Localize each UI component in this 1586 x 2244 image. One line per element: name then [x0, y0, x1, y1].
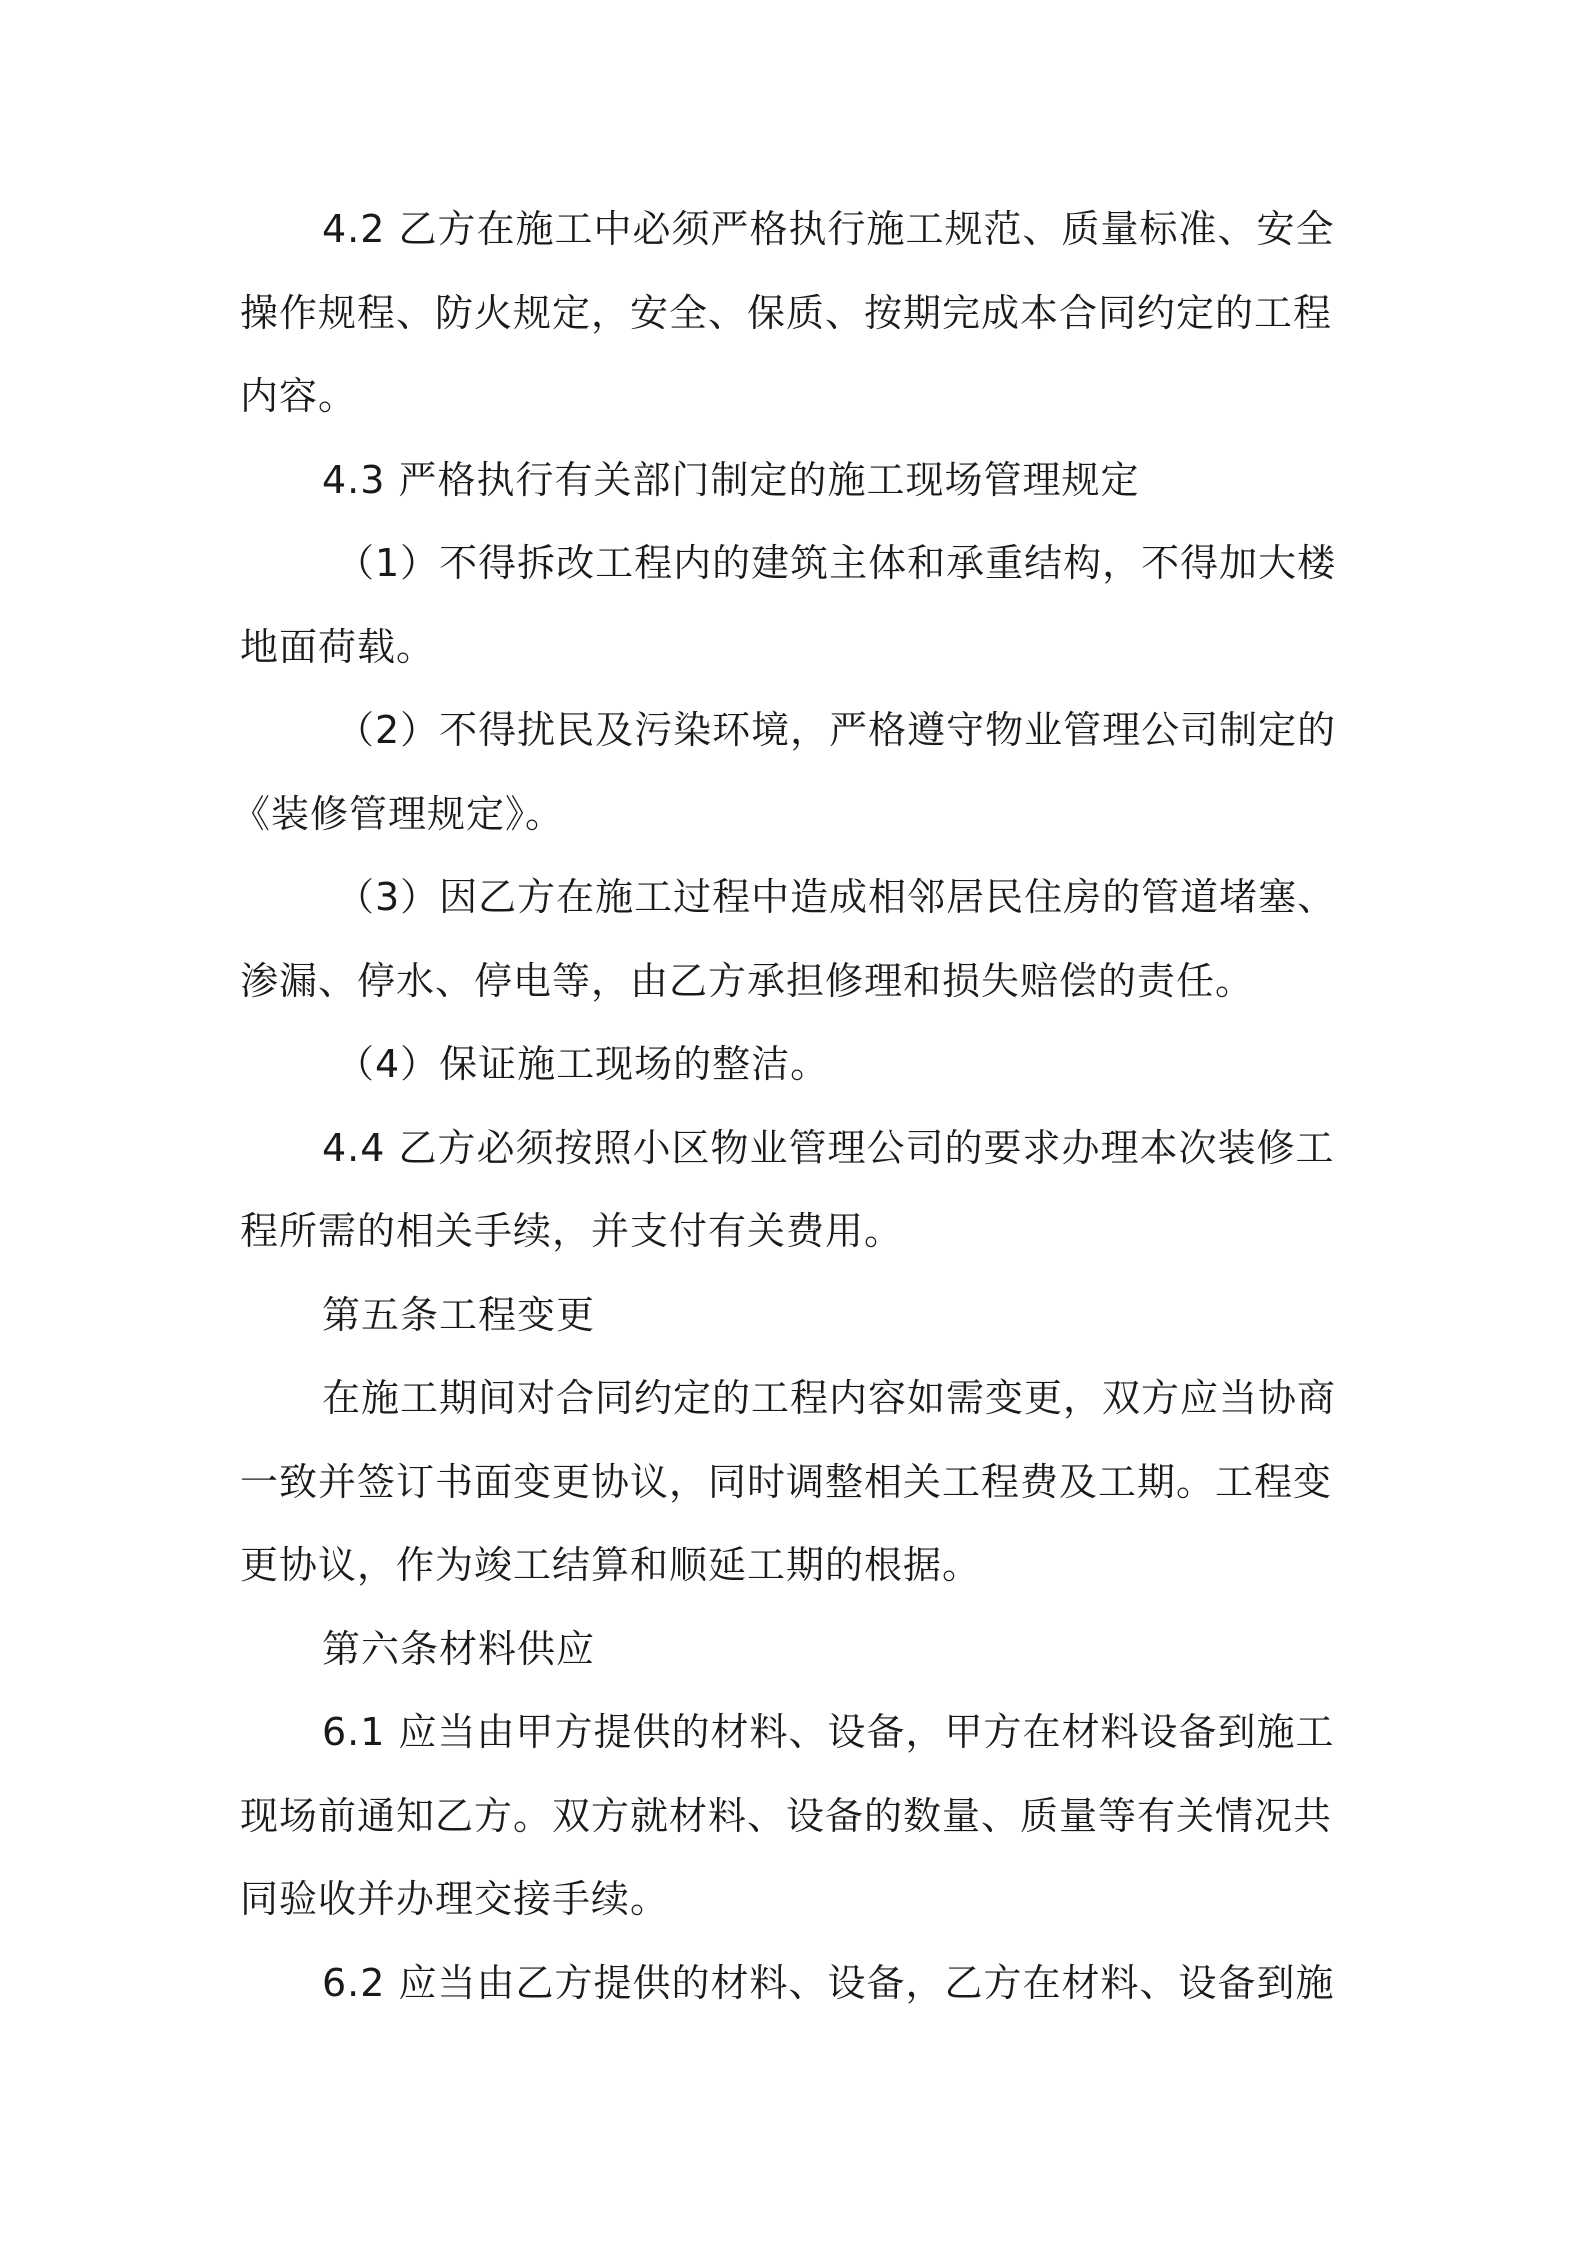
text-line: （1）不得拆改工程内的建筑主体和承重结构，不得加大楼 — [336, 541, 1337, 585]
text-line: 6.2 应当由乙方提供的材料、设备，乙方在材料、设备到施 — [322, 1961, 1335, 2005]
text-line: 4.2 乙方在施工中必须严格执行施工规范、质量标准、安全 — [322, 207, 1335, 251]
text-line: （4）保证施工现场的整洁。 — [336, 1042, 830, 1086]
text-line: 在施工期间对合同约定的工程内容如需变更，双方应当协商 — [322, 1376, 1337, 1420]
section-heading: 第五条工程变更 — [322, 1293, 596, 1337]
text-line: 内容。 — [240, 374, 358, 418]
text-line: 地面荷载。 — [240, 625, 436, 669]
text-line: 操作规程、防火规定，安全、保质、按期完成本合同约定的工程 — [240, 291, 1333, 335]
text-line: 更协议，作为竣工结算和顺延工期的根据。 — [240, 1543, 982, 1587]
text-line: 《装修管理规定》。 — [232, 792, 565, 836]
text-line: 4.4 乙方必须按照小区物业管理公司的要求办理本次装修工 — [322, 1126, 1335, 1170]
text-line: 程所需的相关手续，并支付有关费用。 — [240, 1209, 904, 1253]
text-line: 一致并签订书面变更协议，同时调整相关工程费及工期。工程变 — [240, 1460, 1333, 1504]
section-heading: 第六条材料供应 — [322, 1627, 596, 1671]
text-line: 6.1 应当由甲方提供的材料、设备，甲方在材料设备到施工 — [322, 1710, 1335, 1754]
text-line: 4.3 严格执行有关部门制定的施工现场管理规定 — [322, 458, 1140, 502]
text-line: （3）因乙方在施工过程中造成相邻居民住房的管道堵塞、 — [336, 875, 1337, 919]
text-line: 同验收并办理交接手续。 — [240, 1877, 670, 1921]
text-line: 渗漏、停水、停电等，由乙方承担修理和损失赔偿的责任。 — [240, 959, 1255, 1003]
text-line: （2）不得扰民及污染环境，严格遵守物业管理公司制定的 — [336, 708, 1337, 752]
text-line: 现场前通知乙方。双方就材料、设备的数量、质量等有关情况共 — [240, 1794, 1333, 1838]
